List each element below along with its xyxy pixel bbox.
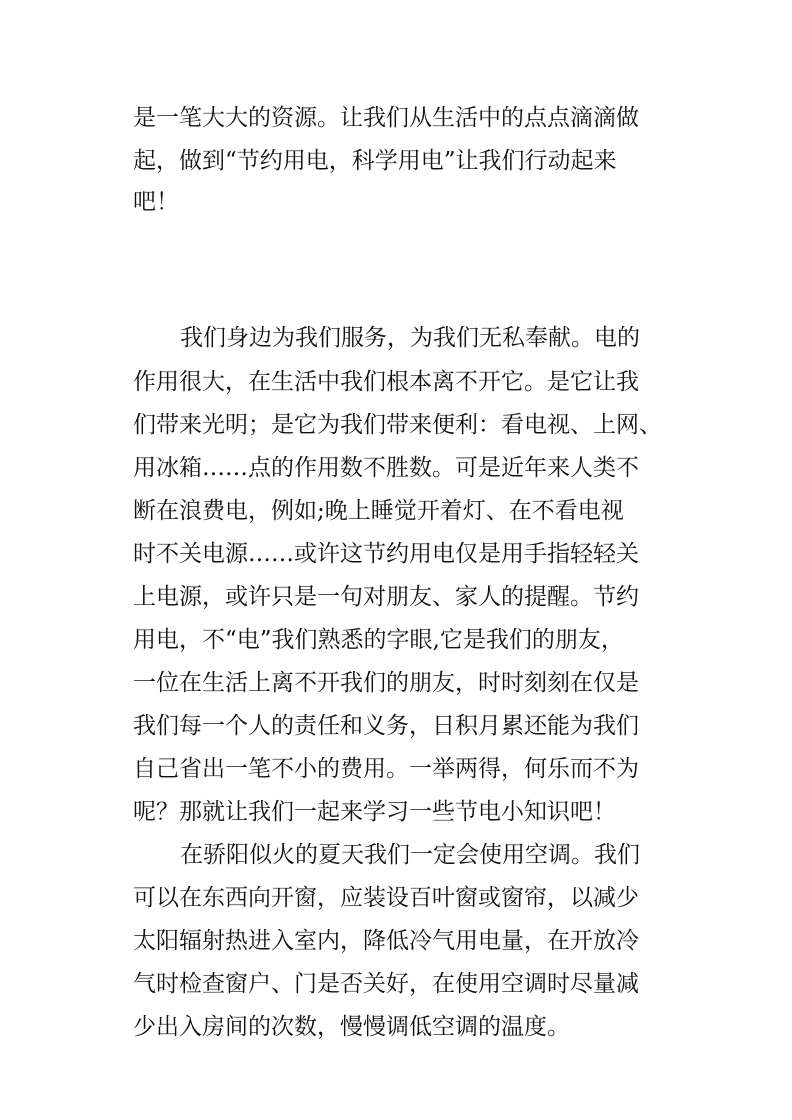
- text-line: 自己省出一笔不小的费用。一举两得，何乐而不为: [133, 756, 639, 782]
- text-line: 吧！: [133, 189, 179, 215]
- text-line: 气时检查窗户、门是否关好，在使用空调时尽量减: [133, 971, 639, 997]
- text-line: 我们身边为我们服务，为我们无私奉献。电的: [180, 325, 640, 351]
- text-line: 在骄阳似火的夏天我们一定会使用空调。我们: [180, 842, 640, 868]
- text-line: 作用很大，在生活中我们根本离不开它。是它让我: [133, 369, 639, 395]
- text-line: 时不关电源……或许这节约用电仅是用手指轻轻关: [133, 541, 639, 567]
- text-line: 我们每一个人的责任和义务，日积月累还能为我们: [133, 713, 639, 739]
- text-line: 一位在生活上离不开我们的朋友，时时刻刻在仅是: [133, 670, 639, 696]
- text-line: 们带来光明；是它为我们带来便利：看电视、上网、: [133, 412, 662, 438]
- text-line: 太阳辐射热进入室内，降低冷气用电量，在开放冷: [133, 928, 639, 954]
- text-line: 用电，不“电”我们熟悉的字眼,它是我们的朋友，: [133, 627, 624, 653]
- text-line: 少出入房间的次数，慢慢调低空调的温度。: [133, 1014, 570, 1040]
- text-line: 是一笔大大的资源。让我们从生活中的点点滴滴做: [133, 105, 639, 131]
- text-line: 呢？那就让我们一起来学习一些节电小知识吧！: [133, 799, 616, 825]
- text-line: 断在浪费电，例如;晚上睡觉开着灯、在不看电视: [133, 498, 624, 524]
- text-line: 上电源，或许只是一句对朋友、家人的提醒。节约: [133, 584, 639, 610]
- text-line: 用冰箱……点的作用数不胜数。可是近年来人类不: [133, 455, 639, 481]
- text-line: 可以在东西向开窗，应装设百叶窗或窗帘，以减少: [133, 885, 639, 911]
- text-line: 起，做到“节约用电，科学用电”让我们行动起来: [133, 148, 617, 174]
